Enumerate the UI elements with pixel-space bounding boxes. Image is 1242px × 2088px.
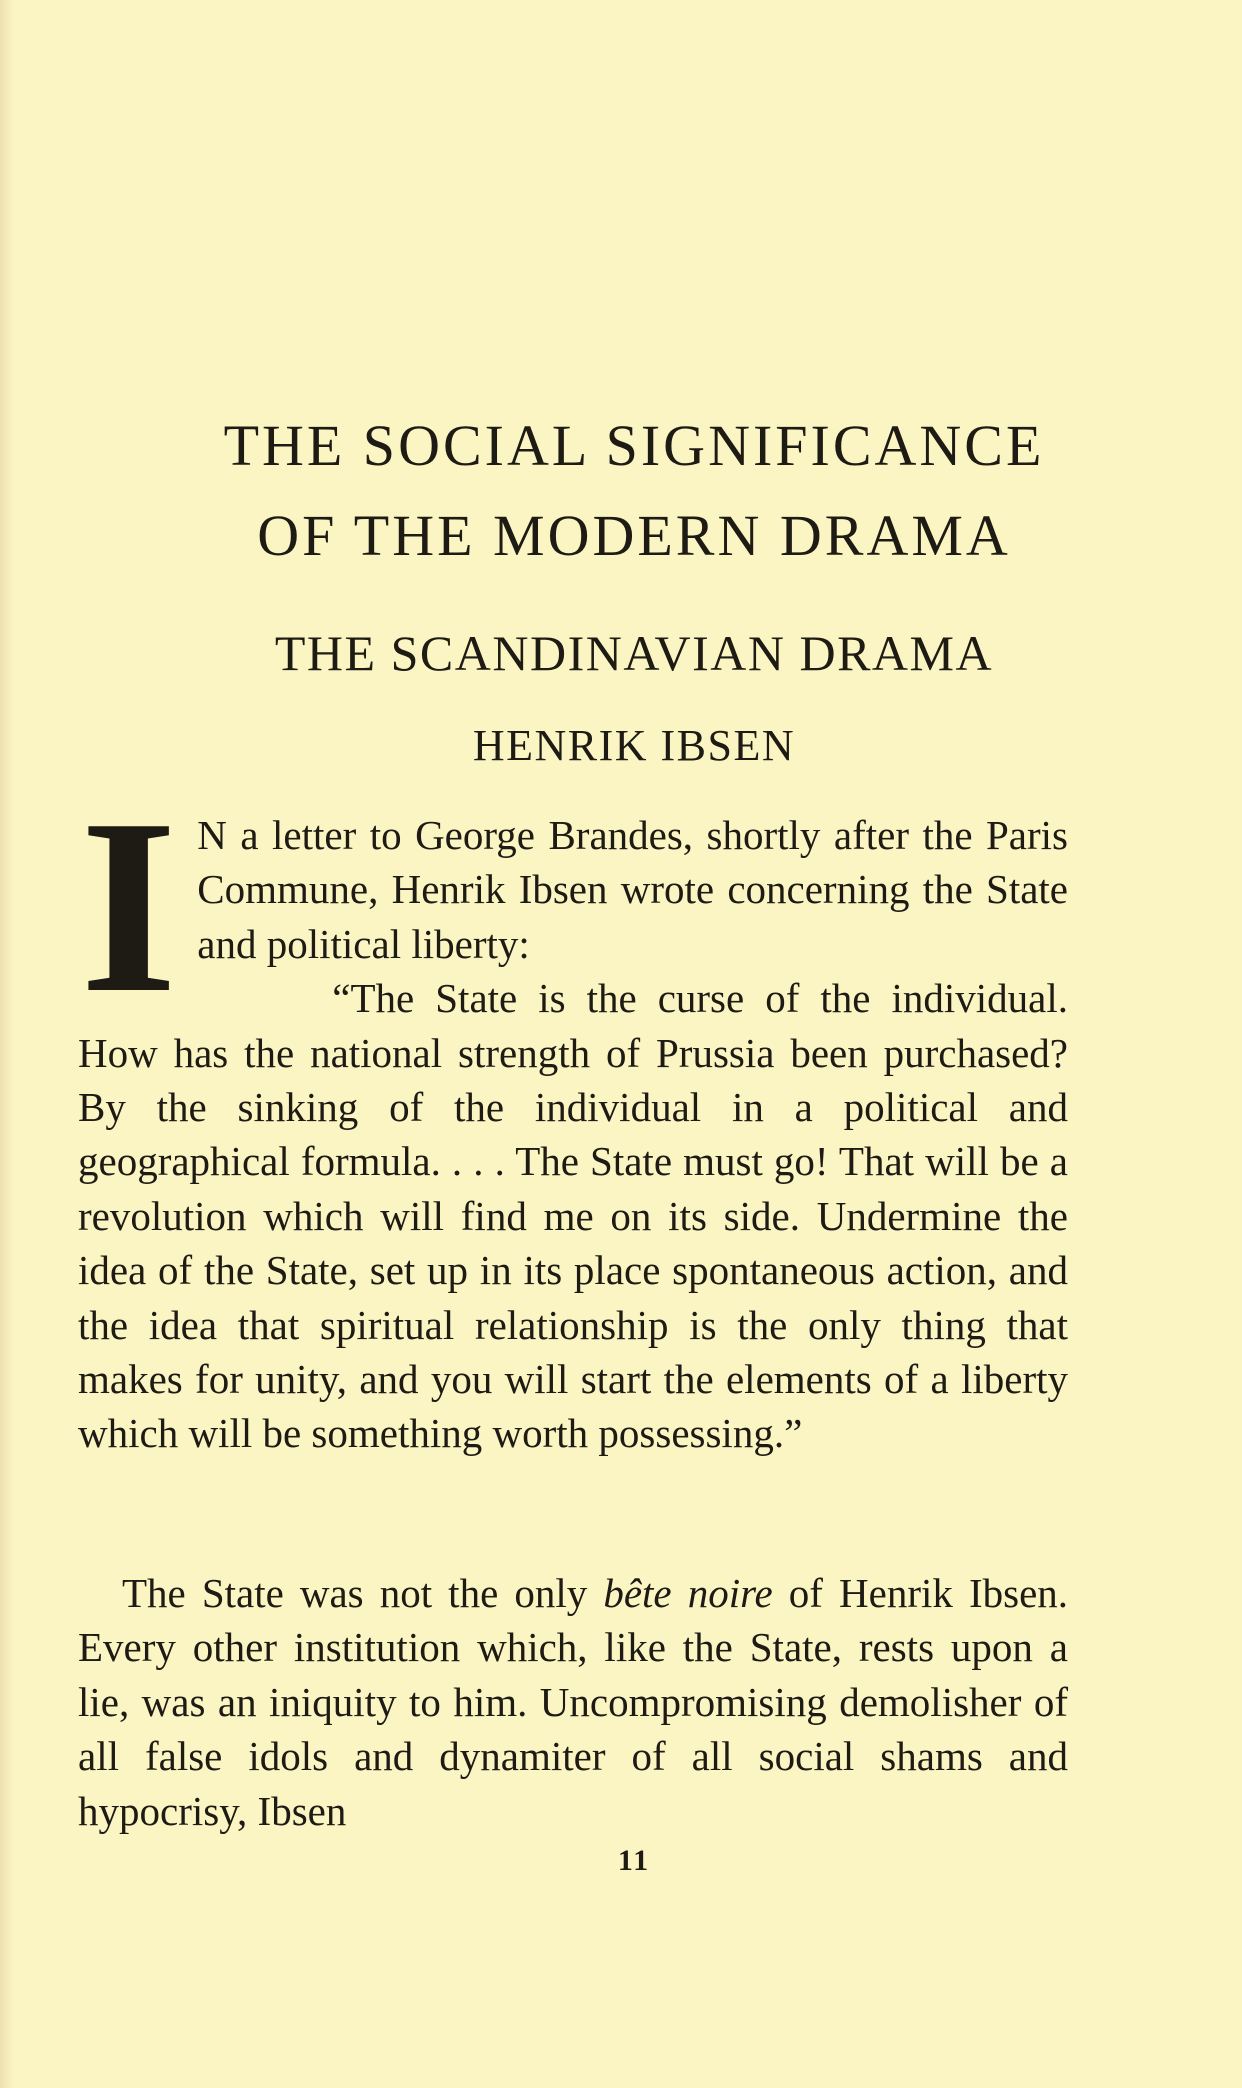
author-heading: HENRIK IBSEN	[472, 721, 796, 770]
title-line-1: THE SOCIAL SIGNIFICANCE	[223, 413, 1045, 478]
paragraph-2-italic: bête noire	[603, 1570, 773, 1616]
paragraph-2	[78, 1566, 1068, 1838]
section-heading: THE SCANDINAVIAN DRAMA	[274, 625, 994, 681]
paragraph-1	[78, 768, 1068, 1461]
paragraph-2-before: The State was not the only	[122, 1570, 588, 1616]
page-edge-shadow	[0, 0, 14, 2088]
title-line-2: OF THE MODERN DRAMA	[257, 503, 1011, 568]
paragraph-1-lead: N a letter to George Brandes, shortly after the Paris Commune, Henrik Ibsen wrote concerning the State and political liberty:	[197, 812, 1068, 967]
drop-cap: I	[80, 768, 178, 1045]
paragraph-2-after: of Henrik Ibsen. Every other institution which, like the State, rests upon a lie, was an iniquity to him. Uncompromising demolisher of all false idols and dynamiter of all social shams and hypocrisy, Ibsen	[78, 1570, 1069, 1834]
page-number: 11	[617, 1844, 651, 1877]
paragraph-1-quote: “The State is the curse of the individual. How has the national strength of Prussia been purchased? By the sinking of the individual in a political and geographical formula. . . . The State must go! That will be a revolution which will find me on its side. Undermine the idea of the State, set up in its place spontaneous action, and the idea that spiritual relationship is the only thing that makes for unity, and you will start the elements of a liberty which will be something worth possessing.”	[78, 975, 1068, 1457]
